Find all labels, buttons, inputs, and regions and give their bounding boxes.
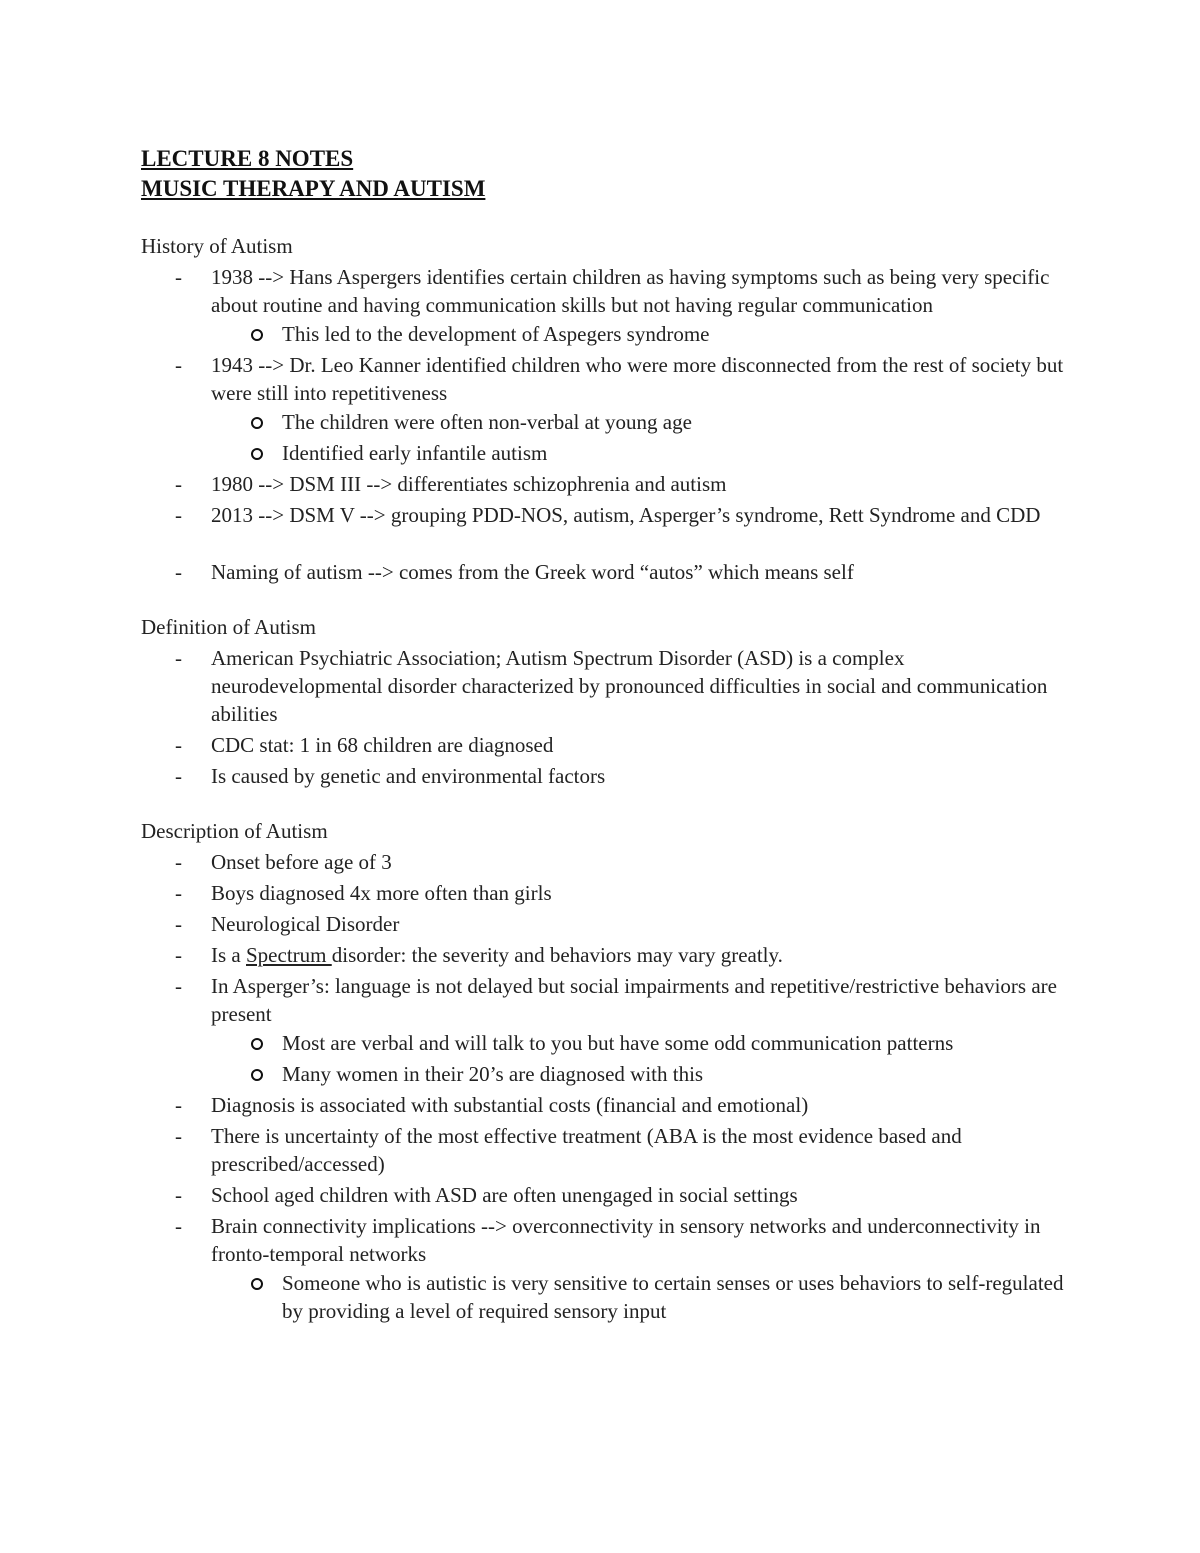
history-list (141, 263, 1081, 529)
description-item: - Onset before age of 3 (141, 848, 1081, 876)
history-item: - 1980 --> DSM III --> differentiates schizophrenia and autism (141, 470, 1081, 498)
history-subitem: Identified early infantile autism (211, 439, 1081, 467)
definition-item: - CDC stat: 1 in 68 children are diagnosed (141, 731, 1081, 759)
description-item: - There is uncertainty of the most effective treatment (ABA is the most evidence based and prescribed/accessed) (141, 1122, 1081, 1178)
description-subitem: Most are verbal and will talk to you but have some odd communication patterns (211, 1029, 1081, 1057)
history-sublist (211, 320, 1081, 348)
description-sublist (211, 1029, 1081, 1088)
description-item: - Diagnosis is associated with substantial costs (financial and emotional) (141, 1091, 1081, 1119)
spectrum-underlined-word: Spectrum (246, 943, 332, 967)
definition-heading: Definition of Autism (141, 615, 316, 639)
definition-item: - American Psychiatric Association; Autism Spectrum Disorder (ASD) is a complex neurodevelopmental disorder characterized by pronounced difficulties in social and communication abilities (141, 644, 1081, 728)
history-item-text: 1943 --> Dr. Leo Kanner identified children who were more disconnected from the rest of society but were still into repetitiveness (211, 353, 1064, 405)
history-item: - Naming of autism --> comes from the Greek word “autos” which means self (141, 558, 1081, 586)
description-subitem: Many women in their 20’s are diagnosed with this (211, 1060, 1081, 1088)
description-list (141, 848, 1081, 1325)
history-list-continued (141, 558, 1081, 586)
description-item: - Neurological Disorder (141, 910, 1081, 938)
history-item (141, 351, 1081, 467)
history-item (141, 263, 1081, 348)
description-item: - School aged children with ASD are often unengaged in social settings (141, 1181, 1081, 1209)
description-item (141, 1212, 1081, 1325)
history-heading: History of Autism (141, 234, 293, 258)
history-item: - 2013 --> DSM V --> grouping PDD-NOS, autism, Asperger’s syndrome, Rett Syndrome and CDD (141, 501, 1081, 529)
title-line-2: MUSIC THERAPY AND AUTISM (141, 176, 486, 201)
description-item (141, 972, 1081, 1088)
history-item-text: 1938 --> Hans Aspergers identifies certain children as having symptoms such as being very specific about routine and having communication skills but not having regular communication (211, 265, 1050, 317)
description-item-text: Brain connectivity implications --> overconnectivity in sensory networks and underconnectivity in fronto-temporal networks (211, 1214, 1041, 1266)
document-body (141, 144, 1081, 1328)
description-sublist (211, 1269, 1081, 1325)
title-line-1: LECTURE 8 NOTES (141, 146, 354, 171)
history-sublist (211, 408, 1081, 467)
description-item-prefix: Is a (211, 943, 246, 967)
description-item-suffix: disorder: the severity and behaviors may vary greatly. (331, 943, 783, 967)
description-heading: Description of Autism (141, 819, 328, 843)
definition-item: - Is caused by genetic and environmental factors (141, 762, 1081, 790)
description-subitem: Someone who is autistic is very sensitive to certain senses or uses behaviors to self-regulated by providing a level of required sensory input (211, 1269, 1081, 1325)
description-item-text: In Asperger’s: language is not delayed but social impairments and repetitive/restrictive behaviors are present (211, 974, 1057, 1026)
description-item (141, 941, 1081, 969)
description-item: - Boys diagnosed 4x more often than girls (141, 879, 1081, 907)
history-subitem: This led to the development of Aspegers syndrome (211, 320, 1081, 348)
history-subitem: The children were often non-verbal at young age (211, 408, 1081, 436)
definition-list (141, 644, 1081, 790)
